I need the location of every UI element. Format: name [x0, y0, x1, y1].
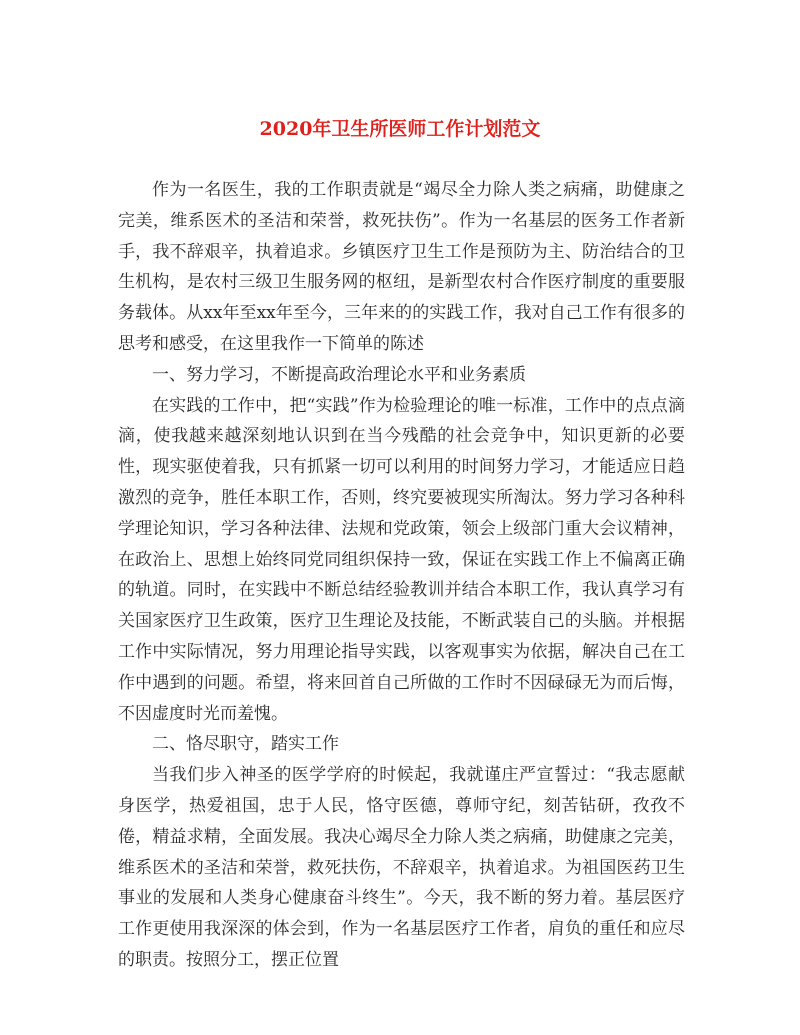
document-body — [118, 175, 685, 976]
paragraph-duty: 当我们步入神圣的医学学府的时候起，我就谨庄严宣誓过：“我志愿献身医学，热爱祖国，忠于人民，恪守医德，尊师守纪，刻苦钻研，孜孜不倦，精益求精，全面发展。我决心竭尽全力除人类之病痛，助健康之完美，维系医术的圣洁和荣誉，救死扶伤，不辞艰辛，执着追求。为祖国医药卫生事业的发展和人类身心健康奋斗终生”。今天，我不断的努力着。基层医疗工作更使用我深深的体会到，作为一名基层医疗工作者，肩负的重任和应尽的职责。按照分工，摆正位置 — [118, 765, 685, 970]
paragraph-study: 在实践的工作中，把“实践”作为检验理论的唯一标准，工作中的点点滴滴，使我越来越深刻地认识到在当今残酷的社会竞争中，知识更新的必要性，现实驱使着我，只有抓紧一切可以利用的时间努力学习，才能适应日趋激烈的竞争，胜任本职工作，否则，终究要被现实所淘汰。努力学习各种科学理论知识，学习各种法律、法规和党政策，领会上级部门重大会议精神，在政治上、思想上始终同党同组织保持一致，保证在实践工作上不偏离正确的轨道。同时，在实践中不断总结经验教训并结合本职工作，我认真学习有关国家医疗卫生政策，医疗卫生理论及技能，不断武装自己的头脑。并根据工作中实际情况，努力用理论指导实践，以客观事实为依据，解决自己在工作中遇到的问题。希望，将来回首自己所做的工作时不因碌碌无为而后悔，不因虚度时光而羞愧。 — [118, 395, 685, 724]
document-title: 2020年卫生所医师工作计划范文 — [259, 118, 541, 140]
section-heading-1: 一、努力学习，不断提高政治理论水平和业务素质 — [152, 364, 526, 385]
paragraph-intro: 作为一名医生，我的工作职责就是“竭尽全力除人类之病痛，助健康之完美，维系医术的圣洁和荣誉，救死扶伤”。作为一名基层的医务工作者新手，我不辞艰辛，执着追求。乡镇医疗卫生工作是预防为主、防治结合的卫生机构，是农村三级卫生服务网的枢纽，是新型农村合作医疗制度的重要服务载体。从xx年至xx年至今，三年来的的实践工作，我对自己工作有很多的思考和感受，在这里我作一下简单的陈述 — [118, 180, 685, 354]
section-heading-2: 二、恪尽职守，踏实工作 — [152, 734, 339, 755]
